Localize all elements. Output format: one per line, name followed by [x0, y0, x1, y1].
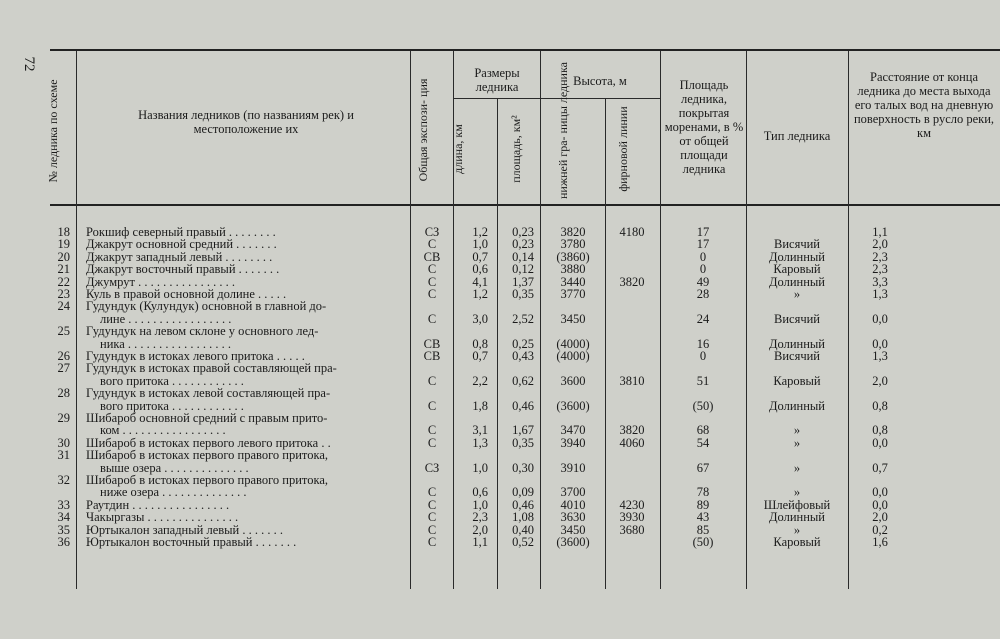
moraine-cell: 67 [696, 460, 710, 475]
header-area: площадь, км² [509, 115, 523, 183]
length-cell: 0,8 [472, 336, 488, 351]
glacier-name-line: Куль в правой основной долине . . . . . [86, 287, 287, 301]
moraine-cell: 0 [699, 249, 707, 264]
type-cell: » [793, 522, 801, 537]
length-cell: 3,1 [472, 423, 488, 438]
distance-cell: 0,2 [872, 522, 888, 537]
glacier-name-line: Рокшиф северный правый . . . . . . . . [86, 225, 276, 239]
header-exposure: Общая экспози- ция [416, 78, 430, 182]
type-cell: Долинный [768, 336, 825, 351]
header-size: Размеры ледника [474, 66, 520, 94]
moraine-cell: 78 [696, 485, 710, 500]
glacier-number: 32 [57, 473, 70, 487]
type-cell: Долинный [768, 274, 825, 289]
area-cell: 0,12 [512, 262, 534, 277]
firn-line-cell: 3680 [619, 522, 645, 537]
distance-cell: 1,6 [872, 535, 888, 549]
distance-cell: 0,0 [872, 497, 888, 512]
moraine-cell: 51 [696, 373, 710, 388]
type-cell: » [793, 485, 801, 500]
glacier-number: 19 [57, 237, 70, 252]
area-cell: 0,35 [512, 287, 534, 301]
lower-height-cell: 3910 [560, 460, 586, 475]
area-cell: 0,40 [512, 522, 534, 537]
glacier-name-line: Гудундук (Кулундук) основной в главной до- [86, 299, 327, 314]
type-cell: Каровый [773, 535, 821, 549]
exposure-cell: С [427, 398, 437, 413]
firn-line-cell: 4180 [619, 225, 645, 239]
length-cell: 1,0 [472, 460, 488, 475]
lower-height-cell: 3470 [560, 423, 586, 438]
area-cell: 0,23 [512, 225, 534, 239]
moraine-cell: 89 [696, 497, 710, 512]
glacier-name-line: Джакрут восточный правый . . . . . . . [86, 262, 280, 277]
moraine-cell: 28 [696, 287, 710, 301]
distance-cell: 3,3 [872, 274, 888, 289]
exposure-cell: С [427, 262, 437, 277]
exposure-cell: С [427, 274, 437, 289]
col-divider [660, 51, 661, 589]
glacier-number: 20 [57, 249, 70, 264]
firn-line-cell: 3930 [619, 510, 645, 525]
exposure-cell: С [427, 485, 437, 500]
exposure-cell: СЗ [424, 460, 440, 475]
moraine-cell: 0 [699, 262, 707, 277]
moraine-cell: 0 [699, 349, 707, 363]
type-cell: Висячий [774, 237, 820, 252]
lower-height-cell: 3630 [560, 510, 586, 525]
distance-cell: 0,0 [872, 336, 888, 351]
page-number: 72 [21, 56, 37, 72]
exposure-cell: С [427, 373, 437, 388]
length-cell: 0,7 [472, 349, 488, 363]
type-cell: Висячий [774, 311, 820, 326]
exposure-cell: С [427, 311, 437, 326]
header-moraine: Площадь ледника, покрытая моренами, в % от общей площади ледника [664, 78, 744, 176]
firn-line-cell: 3820 [619, 274, 645, 289]
moraine-cell: 85 [696, 522, 710, 537]
lower-height-cell: 3700 [560, 485, 586, 500]
distance-cell: 0,0 [872, 435, 888, 450]
glacier-number: 36 [57, 535, 70, 549]
moraine-cell: 68 [696, 423, 710, 438]
exposure-cell: С [427, 535, 437, 549]
glacier-number: 27 [57, 361, 70, 376]
area-cell: 0,43 [512, 349, 534, 363]
glacier-number: 18 [57, 225, 70, 239]
exposure-cell: С [427, 423, 437, 438]
length-cell: 2,2 [472, 373, 488, 388]
moraine-cell: 16 [696, 336, 710, 351]
type-cell: » [793, 460, 801, 475]
area-cell: 0,14 [512, 249, 534, 264]
glacier-number: 34 [57, 510, 70, 525]
area-cell: 1,67 [512, 423, 534, 438]
type-cell: Долинный [768, 510, 825, 525]
glacier-name-line: Джакрут западный левый . . . . . . . . [86, 249, 273, 264]
glacier-name-line: Шибароб в истоках первого правого притока, [86, 473, 329, 487]
glacier-name-line: Шибароб основной средний с правым прито- [86, 411, 328, 425]
type-cell: Шлейфовый [763, 497, 831, 512]
header-lower: нижней гра- ницы ледника [556, 62, 570, 199]
firn-line-cell: 4060 [619, 435, 645, 450]
area-cell: 0,09 [512, 485, 534, 500]
exposure-cell: С [427, 237, 437, 252]
lower-height-cell: (3600) [556, 535, 590, 549]
distance-cell: 0,0 [872, 311, 888, 326]
glacier-number: 25 [57, 324, 70, 339]
glacier-name-line: выше озера . . . . . . . . . . . . . . [100, 460, 249, 475]
moraine-cell: 49 [696, 274, 710, 289]
glacier-number: 28 [57, 386, 70, 401]
type-cell: » [793, 435, 801, 450]
exposure-cell: С [427, 435, 437, 450]
type-cell: » [793, 287, 801, 301]
length-cell: 2,0 [472, 522, 488, 537]
glacier-name-line: Джумрут . . . . . . . . . . . . . . . . [86, 274, 235, 289]
length-cell: 2,3 [472, 510, 488, 525]
area-cell: 0,30 [512, 460, 534, 475]
distance-cell: 2,0 [872, 237, 888, 252]
type-cell: » [793, 423, 801, 438]
header-length: длина, км [451, 124, 465, 174]
moraine-cell: 17 [696, 225, 710, 239]
distance-cell: 1,3 [872, 287, 888, 301]
exposure-cell: СВ [423, 336, 441, 351]
glacier-name-line: Гудундук в истоках левой составляющей пра- [86, 386, 331, 401]
type-cell: Долинный [768, 398, 825, 413]
length-cell: 0,6 [472, 485, 488, 500]
col-divider [848, 51, 849, 589]
glacier-number: 33 [57, 497, 70, 512]
type-cell: Каровый [773, 373, 821, 388]
lower-height-cell: 3940 [560, 435, 586, 450]
glacier-number: 26 [57, 349, 70, 363]
firn-line-cell: 3820 [619, 423, 645, 438]
exposure-cell: С [427, 522, 437, 537]
top-rule [50, 49, 1000, 51]
glacier-name-line: Чакыргазы . . . . . . . . . . . . . . . [86, 510, 239, 525]
glacier-name-line: Шибароб в истоках первого левого притока . . [86, 435, 331, 450]
glacier-name-line: вого притока . . . . . . . . . . . . [100, 373, 244, 388]
glacier-name-line: ком . . . . . . . . . . . . . . . . . [100, 423, 226, 438]
moraine-cell: 54 [696, 435, 710, 450]
area-cell: 0,52 [512, 535, 534, 549]
moraine-cell: (50) [692, 535, 714, 549]
area-cell: 1,37 [512, 274, 534, 289]
lower-height-cell: 3820 [560, 225, 586, 239]
distance-cell: 0,7 [872, 460, 888, 475]
area-cell: 0,46 [512, 398, 534, 413]
moraine-cell: (50) [692, 398, 714, 413]
lower-height-cell: 3450 [560, 311, 586, 326]
exposure-cell: СЗ [424, 225, 440, 239]
glacier-name-line: Гудундук в истоках левого притока . . . . . [86, 349, 305, 363]
distance-cell: 0,0 [872, 485, 888, 500]
type-cell: Висячий [774, 349, 820, 363]
firn-line-cell: 3810 [619, 373, 645, 388]
length-cell: 0,6 [472, 262, 488, 277]
lower-height-cell: (4000) [556, 336, 590, 351]
length-cell: 0,7 [472, 249, 488, 264]
glacier-name-line: Джакрут основной средний . . . . . . . [86, 237, 277, 252]
firn-line-cell: 4230 [619, 497, 645, 512]
lower-height-cell: 3600 [560, 373, 586, 388]
glacier-name-line: Гудундук в истоках правой составляющей пра- [86, 361, 337, 376]
type-cell: Каровый [773, 262, 821, 277]
moraine-cell: 43 [696, 510, 710, 525]
distance-cell: 1,1 [872, 225, 888, 239]
lower-height-cell: 3780 [560, 237, 586, 252]
glacier-number: 22 [57, 274, 70, 289]
glacier-number: 23 [57, 287, 70, 301]
header-name: Названия ледников (по названиям рек) и местоположение их [138, 108, 354, 136]
length-cell: 1,2 [472, 287, 488, 301]
lower-height-cell: (3600) [556, 398, 590, 413]
distance-cell: 2,3 [872, 249, 888, 264]
header-firn: фирновой линии [616, 106, 630, 192]
lower-height-cell: 4010 [560, 497, 586, 512]
type-cell: Долинный [768, 249, 825, 264]
area-cell: 0,62 [512, 373, 534, 388]
glacier-number: 31 [57, 448, 70, 463]
glacier-name-line: вого притока . . . . . . . . . . . . [100, 398, 244, 413]
area-cell: 1,08 [512, 510, 534, 525]
moraine-cell: 17 [696, 237, 710, 252]
length-cell: 1,1 [472, 535, 488, 549]
exposure-cell: СВ [423, 249, 441, 264]
distance-cell: 0,8 [872, 423, 888, 438]
header-no: № ледника по схеме [46, 79, 60, 183]
area-cell: 2,52 [512, 311, 534, 326]
header-height: Высота, м [573, 74, 627, 88]
header-type: Тип ледника [763, 129, 831, 143]
distance-cell: 2,0 [872, 373, 888, 388]
lower-height-cell: (3860) [556, 249, 590, 264]
lower-height-cell: 3450 [560, 522, 586, 537]
exposure-cell: СВ [423, 349, 441, 363]
glacier-number: 24 [57, 299, 70, 314]
area-cell: 0,23 [512, 237, 534, 252]
lower-height-cell: 3440 [560, 274, 586, 289]
exposure-cell: С [427, 287, 437, 301]
header-bottom-rule [50, 204, 1000, 206]
length-cell: 1,0 [472, 497, 488, 512]
distance-cell: 0,8 [872, 398, 888, 413]
glacier-number: 29 [57, 411, 70, 425]
glacier-name-line: ника . . . . . . . . . . . . . . . . . [100, 336, 232, 351]
length-cell: 1,2 [472, 225, 488, 239]
length-cell: 1,0 [472, 237, 488, 252]
header-distance: Расстояние от конца ледника до места выхода его талых вод на дневную поверхность в русло реки, км [853, 70, 995, 140]
area-cell: 0,35 [512, 435, 534, 450]
glacier-number: 35 [57, 522, 70, 537]
length-cell: 4,1 [472, 274, 488, 289]
area-cell: 0,46 [512, 497, 534, 512]
area-cell: 0,25 [512, 336, 534, 351]
exposure-cell: С [427, 510, 437, 525]
distance-cell: 2,0 [872, 510, 888, 525]
glacier-name-line: Гудундук на левом склоне у основного лед- [86, 324, 319, 339]
col-divider [746, 51, 747, 589]
glacier-name-line: лине . . . . . . . . . . . . . . . . . [100, 311, 232, 326]
glacier-number: 21 [57, 262, 70, 277]
glacier-name-line: Юртыкалон западный левый . . . . . . . [86, 522, 283, 537]
glacier-name-line: Шибароб в истоках первого правого притока, [86, 448, 329, 463]
glacier-name-line: Раутдин . . . . . . . . . . . . . . . . [86, 497, 230, 512]
lower-height-cell: 3770 [560, 287, 586, 301]
exposure-cell: С [427, 497, 437, 512]
length-cell: 1,8 [472, 398, 488, 413]
col-divider [410, 51, 411, 589]
lower-height-cell: (4000) [556, 349, 590, 363]
length-cell: 1,3 [472, 435, 488, 450]
glacier-name-line: ниже озера . . . . . . . . . . . . . . [100, 485, 247, 500]
glacier-name-line: Юртыкалон восточный правый . . . . . . . [86, 535, 297, 549]
col-divider [540, 51, 541, 589]
moraine-cell: 24 [696, 311, 710, 326]
lower-height-cell: 3880 [560, 262, 586, 277]
distance-cell: 2,3 [872, 262, 888, 277]
length-cell: 3,0 [472, 311, 488, 326]
distance-cell: 1,3 [872, 349, 888, 363]
glacier-number: 30 [57, 435, 70, 450]
